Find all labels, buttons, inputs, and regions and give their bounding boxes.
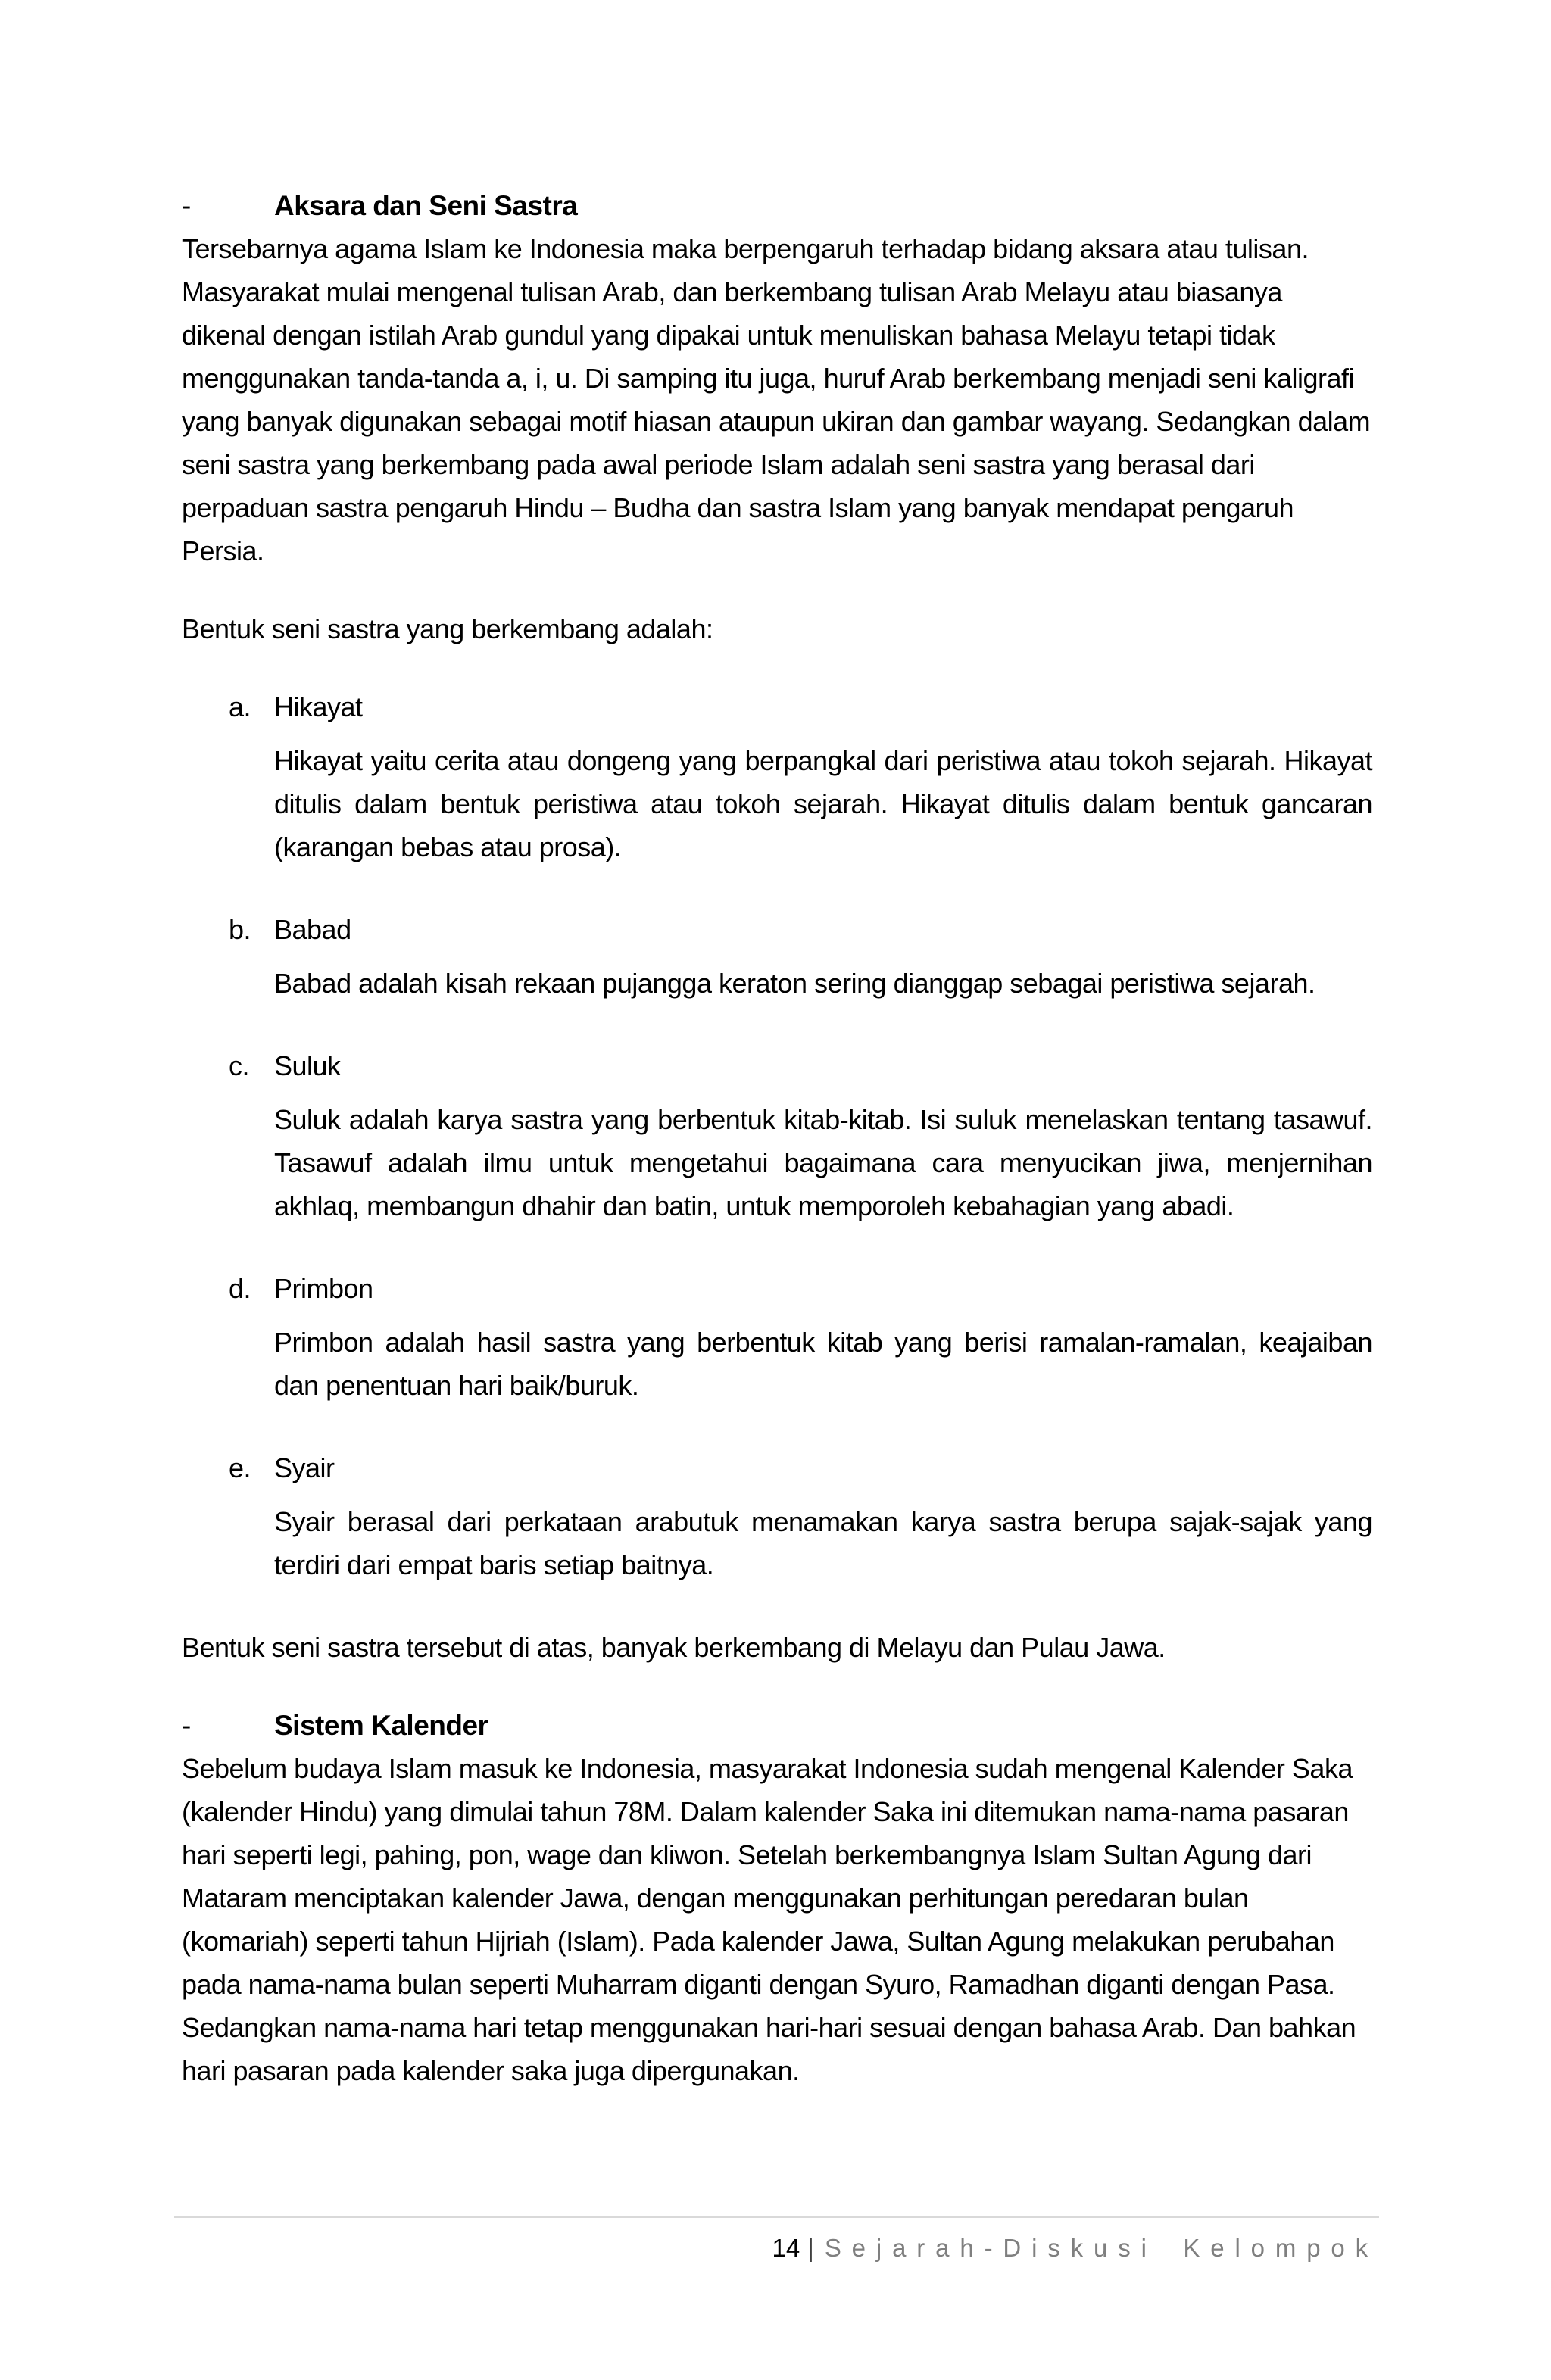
list-label: Primbon	[274, 1273, 373, 1304]
heading-title: Aksara dan Seni Sastra	[274, 190, 578, 221]
page-content	[182, 184, 1372, 2127]
list-item-syair	[182, 1446, 1372, 1586]
paragraph-bentuk-intro: Bentuk seni sastra yang berkembang adalah:	[182, 613, 713, 644]
heading-aksara-dan-seni-sastra	[182, 184, 1372, 227]
footer-separator: |	[807, 2234, 814, 2262]
heading-bullet-dash: -	[182, 190, 191, 221]
list-marker: d.	[229, 1273, 251, 1304]
list-description: Suluk adalah karya sastra yang berbentuk kitab-kitab. Isi suluk menelaskan tentang tasawuf. Tasawuf adalah ilmu untuk mengetahui bagaimana cara menyucikan jiwa, menjernihan akhlaq, membangun dhahir dan batin, untuk memporoleh kebahagian yang abadi.	[274, 1104, 1372, 1221]
list-description: Hikayat yaitu cerita atau dongeng yang berpangkal dari peristiwa atau tokoh sejarah. Hikayat ditulis dalam bentuk peristiwa atau tokoh sejarah. Hikayat ditulis dalam bentuk gancaran (karangan bebas atau prosa).	[274, 745, 1372, 862]
list-item-head	[182, 1044, 1372, 1087]
paragraph-bentuk-closing: Bentuk seni sastra tersebut di atas, banyak berkembang di Melayu dan Pulau Jawa.	[182, 1632, 1166, 1663]
list-label: Syair	[274, 1452, 335, 1483]
paragraph-aksara-intro: Tersebarnya agama Islam ke Indonesia maka berpengaruh terhadap bidang aksara atau tulisan. Masyarakat mulai mengenal tulisan Arab, dan berkembang tulisan Arab Melayu atau biasanya dikenal dengan istilah Arab gundul yang dipakai untuk menuliskan bahasa Melayu tetapi tidak menggunakan tanda-tanda a, i, u. Di samping itu juga, huruf Arab berkembang menjadi seni kaligrafi yang banyak digunakan sebagai motif hiasan ataupun ukiran dan gambar wayang. Sedangkan dalam seni sastra yang berkembang pada awal periode Islam adalah seni sastra yang berasal dari perpaduan sastra pengaruh Hindu – Budha dan sastra Islam yang banyak mendapat pengaruh Persia.	[182, 233, 1371, 566]
footer-divider	[174, 2216, 1379, 2218]
list-item-primbon	[182, 1267, 1372, 1407]
heading-sistem-kalender	[182, 1704, 1372, 1747]
list-item-babad	[182, 908, 1372, 1005]
list-label: Babad	[274, 914, 351, 945]
heading-title: Sistem Kalender	[274, 1710, 488, 1741]
paragraph-kalender: Sebelum budaya Islam masuk ke Indonesia, masyarakat Indonesia sudah mengenal Kalender Saka (kalender Hindu) yang dimulai tahun 78M. Dalam kalender Saka ini ditemukan nama-nama pasaran hari seperti legi, pahing, pon, wage dan kliwon. Setelah berkembangnya Islam Sultan Agung dari Mataram menciptakan kalender Jawa, dengan menggunakan perhitungan peredaran bulan (komariah) seperti tahun Hijriah (Islam). Pada kalender Jawa, Sultan Agung melakukan perubahan pada nama-nama bulan seperti Muharram diganti dengan Syuro, Ramadhan diganti dengan Pasa. Sedangkan nama-nama hari tetap menggunakan hari-hari sesuai dengan bahasa Arab. Dan bahkan hari pasaran pada kalender saka juga dipergunakan.	[182, 1753, 1356, 2086]
list-marker: a.	[229, 691, 251, 722]
list-description: Syair berasal dari perkataan arabutuk menamakan karya sastra berupa sajak-sajak yang terdiri dari empat baris setiap baitnya.	[274, 1506, 1372, 1580]
list-description: Babad adalah kisah rekaan pujangga keraton sering dianggap sebagai peristiwa sejarah.	[274, 968, 1315, 999]
list-item-head	[182, 908, 1372, 951]
list-marker: e.	[229, 1452, 251, 1483]
list-label: Suluk	[274, 1050, 341, 1081]
heading-bullet-dash: -	[182, 1710, 191, 1741]
list-item-suluk	[182, 1044, 1372, 1227]
list-label: Hikayat	[274, 691, 363, 722]
list-item-head	[182, 685, 1372, 728]
footer-page-number: 14	[772, 2234, 800, 2262]
page-footer	[772, 2232, 1378, 2265]
literature-forms-list	[182, 685, 1372, 1586]
list-description: Primbon adalah hasil sastra yang berbentuk kitab yang berisi ramalan-ramalan, keajaiban dan penentuan hari baik/buruk.	[274, 1327, 1372, 1401]
list-item-head	[182, 1267, 1372, 1310]
footer-document-title: Sejarah-Diskusi Kelompok	[824, 2234, 1378, 2262]
list-item-head	[182, 1446, 1372, 1489]
list-marker: b.	[229, 914, 251, 945]
list-marker: c.	[229, 1050, 250, 1081]
list-item-hikayat	[182, 685, 1372, 869]
